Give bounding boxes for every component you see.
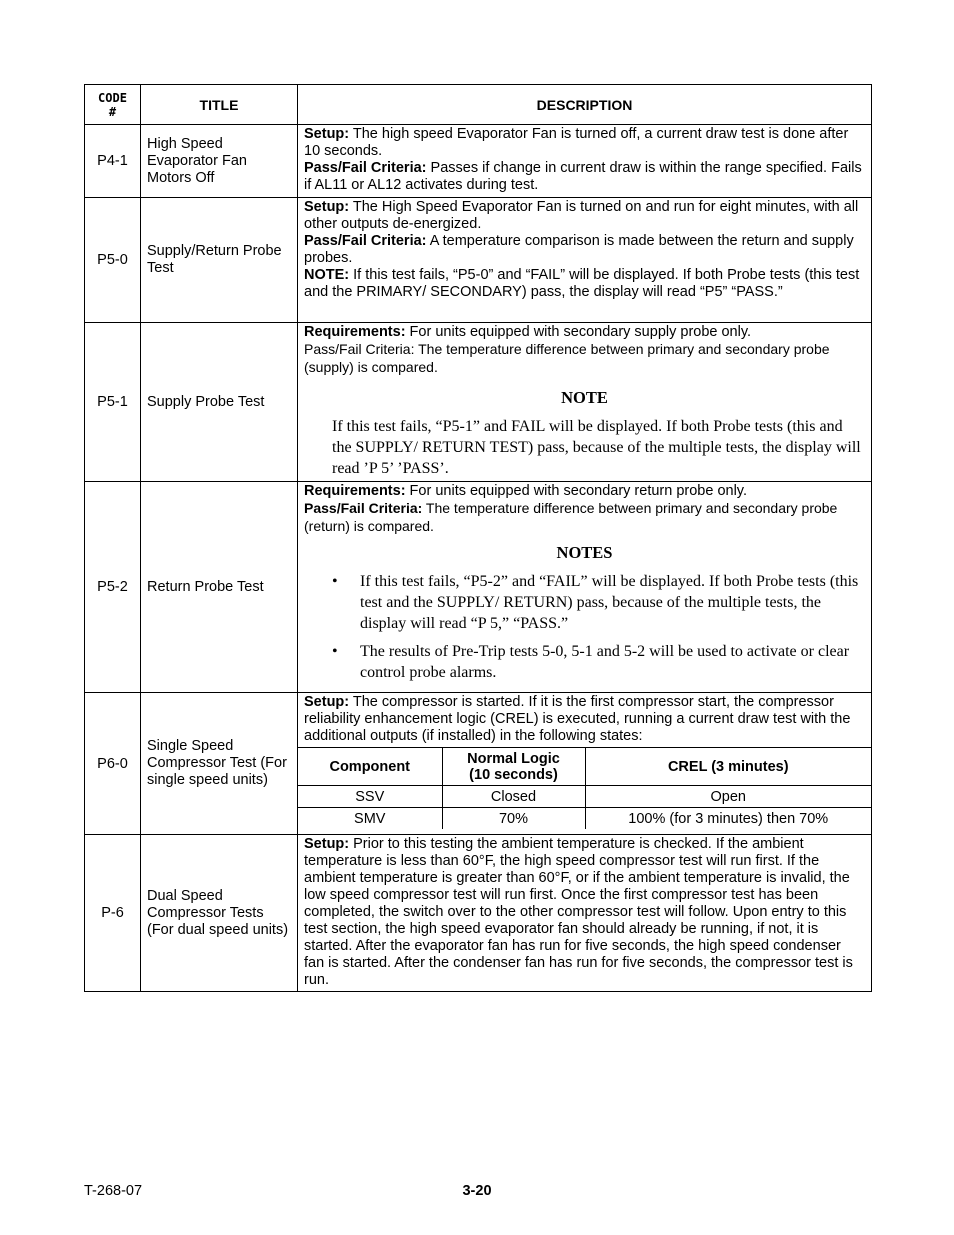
cell-component: SMV <box>298 808 442 830</box>
table-header-row <box>85 85 872 125</box>
criteria-text: Pass/Fail Criteria: The temperature difference between primary and secondary probe (supply) is compared. <box>304 341 830 375</box>
setup-label: Setup: <box>304 836 350 852</box>
row-code: P6-0 <box>85 693 141 835</box>
table-row <box>298 808 871 830</box>
row-description <box>298 693 872 835</box>
note-text: If this test fails, “P5-1” and FAIL will be displayed. If both Probe tests (this and the SUPPLY/ RETURN TEST) pass, because of the multiple tests, the display will read ’P 5’ ’PASS’. <box>332 418 861 477</box>
crel-table <box>298 747 871 829</box>
criteria-text: Passes if change in current draw is within the range specified. Fails if AL11 or AL12 activates during test. <box>304 160 862 193</box>
row-title: Dual Speed Compressor Tests (For dual speed units) <box>141 835 298 992</box>
row-description <box>298 835 872 992</box>
row-title: Supply Probe Test <box>141 323 298 482</box>
criteria-label: Pass/Fail Criteria: <box>304 500 423 516</box>
table-row <box>85 482 872 693</box>
row-title: Supply/Return Probe Test <box>141 198 298 323</box>
row-code: P5-2 <box>85 482 141 693</box>
criteria-text: A temperature comparison is made between the return and supply probes. <box>304 233 854 266</box>
bullet-text: If this test fails, “P5-2” and “FAIL” will be displayed. If both Probe tests (this test and the SUPPLY/ RETURN) pass, because of the multiple tests, the display will read “P 5,” “PASS.” <box>360 573 859 632</box>
list-item <box>332 641 865 683</box>
criteria-label: Pass/Fail Criteria: <box>304 160 427 176</box>
table-row <box>85 835 872 992</box>
notes-list <box>304 571 865 683</box>
bullet-icon: • <box>332 643 338 660</box>
description-header: DESCRIPTION <box>298 85 872 125</box>
page-number: 3-20 <box>462 1183 492 1199</box>
row-description <box>298 323 872 482</box>
component-header: Component <box>298 748 442 786</box>
cell-normal: Closed <box>442 786 585 808</box>
criteria-label: Pass/Fail Criteria: <box>304 233 427 249</box>
requirements-text: For units equipped with secondary supply probe only. <box>405 324 752 340</box>
normal-logic-line2: (10 seconds) <box>469 766 558 783</box>
row-code: P-6 <box>85 835 141 992</box>
setup-text: Prior to this testing the ambient temperature is checked. If the ambient temperature is less than 60°F, the high speed compressor test will run first. If the ambient temperature is greater than 60°F, or if the ambient temperature is invalid, the low speed compressor test will run first. Once the first compressor test has been completed, the switch over to the other compressor test will follow. Upon entry to this test section, the high speed evaporator fan should already be running, if not, it is started. After the evaporator fan has run for five seconds, the high speed condenser fan is started. After the condenser fan has run for five seconds, the compressor test is run. <box>304 836 853 988</box>
note-label: NOTE: <box>304 267 350 283</box>
normal-logic-line1: Normal Logic <box>467 750 560 767</box>
row-title: High Speed Evaporator Fan Motors Off <box>141 125 298 198</box>
row-description <box>298 482 872 693</box>
row-title: Return Probe Test <box>141 482 298 693</box>
normal-logic-header <box>442 748 585 786</box>
requirements-label: Requirements: <box>304 324 406 340</box>
setup-text: The high speed Evaporator Fan is turned off, a current draw test is done after 10 seconds. <box>304 126 849 159</box>
setup-text: The compressor is started. If it is the first compressor start, the compressor reliability enhancement logic (CREL) is executed, running a current draw test with the additional outputs (if installed) in the following states: <box>304 694 851 744</box>
table-row <box>85 198 872 323</box>
note-title: NOTE <box>561 388 608 407</box>
setup-label: Setup: <box>304 126 350 142</box>
table-row <box>85 125 872 198</box>
cell-component: SSV <box>298 786 442 808</box>
setup-label: Setup: <box>304 199 350 215</box>
requirements-text: For units equipped with secondary return probe only. <box>405 483 748 499</box>
criteria-text: The temperature difference between primary and secondary probe (return) is compared. <box>304 500 838 534</box>
cell-normal: 70% <box>442 808 585 830</box>
title-header: TITLE <box>141 85 298 125</box>
requirements-label: Requirements: <box>304 483 406 499</box>
code-header-line1: CODE <box>98 90 127 105</box>
setup-text: The High Speed Evaporator Fan is turned on and run for eight minutes, with all other outputs de-energized. <box>304 199 859 232</box>
row-code: P4-1 <box>85 125 141 198</box>
table-row <box>85 693 872 835</box>
row-description <box>298 198 872 323</box>
table-row <box>298 786 871 808</box>
crel-header: CREL (3 minutes) <box>585 748 871 786</box>
notes-title: NOTES <box>556 543 613 562</box>
pretrip-test-table <box>84 84 872 992</box>
note-text: If this test fails, “P5-0” and “FAIL” will be displayed. If both Probe tests (this test and the PRIMARY/ SECONDARY) pass, the display will read “P5” “PASS.” <box>304 267 860 300</box>
list-item <box>332 571 865 634</box>
crel-header-row <box>298 748 871 786</box>
row-description <box>298 125 872 198</box>
code-header <box>85 85 141 125</box>
setup-label: Setup: <box>304 694 350 710</box>
row-code: P5-1 <box>85 323 141 482</box>
code-header-line2: # <box>108 104 117 119</box>
bullet-text: The results of Pre-Trip tests 5-0, 5-1 and 5-2 will be used to activate or clear control probe alarms. <box>360 643 850 681</box>
bullet-icon: • <box>332 573 338 590</box>
cell-crel: Open <box>585 786 871 808</box>
row-title: Single Speed Compressor Test (For single speed units) <box>141 693 298 835</box>
document-number: T-268-07 <box>84 1183 143 1199</box>
cell-crel: 100% (for 3 minutes) then 70% <box>585 808 871 830</box>
table-row <box>85 323 872 482</box>
row-code: P5-0 <box>85 198 141 323</box>
